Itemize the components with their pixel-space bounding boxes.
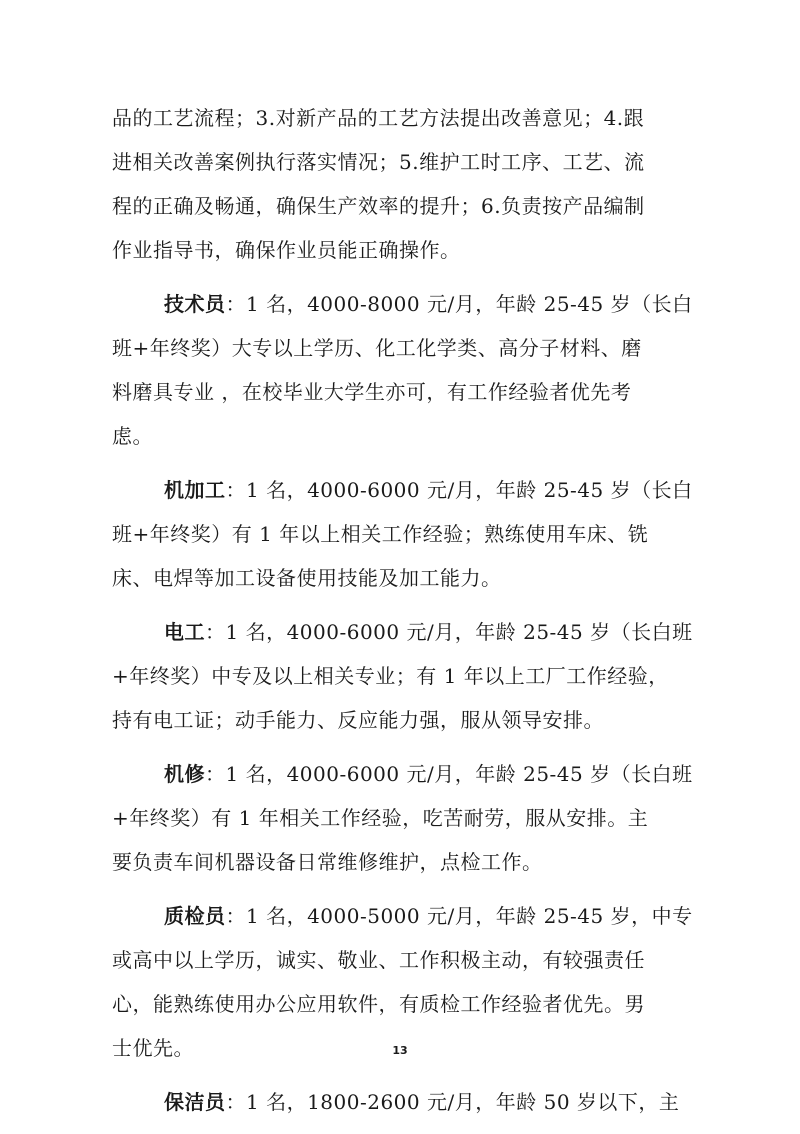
text-line-first [112, 894, 692, 938]
job-summary: ：1 名，4000-8000 元/月，年龄 25-45 岁（长白 [225, 292, 693, 316]
job-title-label: 电工 [164, 620, 205, 644]
paragraph-maintenance [112, 752, 692, 884]
text-line-first [112, 282, 692, 326]
text-line: 料磨具专业 ，在校毕业大学生亦可，有工作经验者优先考 [112, 380, 632, 404]
job-title-label: 技术员 [164, 292, 226, 316]
text-line-first [112, 752, 692, 796]
paragraph-technician [112, 282, 692, 458]
paragraph-machining [112, 468, 692, 600]
text-line: +年终奖）中专及以上相关专业；有 1 年以上工厂工作经验， [112, 664, 669, 688]
text-line: 士优先。 [112, 1036, 194, 1060]
text-line: 进相关改善案例执行落实情况；5.维护工时工序、工艺、流 [112, 150, 645, 174]
text-line: 班+年终奖）大专以上学历、化工化学类、高分子材料、磨 [112, 336, 642, 360]
paragraph-cleaner [112, 1080, 692, 1124]
page-number: 13 [392, 1044, 408, 1057]
job-summary: ：1 名，4000-5000 元/月，年龄 25-45 岁，中专 [225, 904, 693, 928]
paragraph-process-duties [112, 96, 692, 272]
text-line: 心，能熟练使用办公应用软件，有质检工作经验者优先。男 [112, 992, 645, 1016]
text-line: 床、电焊等加工设备使用技能及加工能力。 [112, 566, 502, 590]
job-title-label: 质检员 [164, 904, 226, 928]
text-line-first [112, 610, 692, 654]
text-line: 或高中以上学历，诚实、敬业、工作积极主动，有较强责任 [112, 948, 645, 972]
job-summary: ：1 名，1800-2600 元/月，年龄 50 岁以下，主 [225, 1090, 680, 1114]
text-line: 虑。 [112, 424, 153, 448]
text-line: 品的工艺流程；3.对新产品的工艺方法提出改善意见；4.跟 [112, 106, 645, 130]
text-line: 班+年终奖）有 1 年以上相关工作经验；熟练使用车床、铣 [112, 522, 649, 546]
paragraph-electrician [112, 610, 692, 742]
text-line: 持有电工证；动手能力、反应能力强，服从领导安排。 [112, 708, 604, 732]
job-title-label: 机修 [164, 762, 205, 786]
document-body [112, 96, 692, 1134]
text-line: 作业指导书，确保作业员能正确操作。 [112, 238, 461, 262]
text-line-first [112, 1080, 692, 1124]
job-summary: ：1 名，4000-6000 元/月，年龄 25-45 岁（长白班 [205, 620, 693, 644]
job-summary: ：1 名，4000-6000 元/月，年龄 25-45 岁（长白 [225, 478, 693, 502]
text-line: 程的正确及畅通，确保生产效率的提升；6.负责按产品编制 [112, 194, 645, 218]
job-summary: ：1 名，4000-6000 元/月，年龄 25-45 岁（长白班 [205, 762, 693, 786]
text-line: 要负责车间机器设备日常维修维护，点检工作。 [112, 850, 543, 874]
text-line-first [112, 468, 692, 512]
text-line: +年终奖）有 1 年相关工作经验，吃苦耐劳，服从安排。主 [112, 806, 649, 830]
job-title-label: 机加工 [164, 478, 226, 502]
job-title-label: 保洁员 [164, 1090, 226, 1114]
